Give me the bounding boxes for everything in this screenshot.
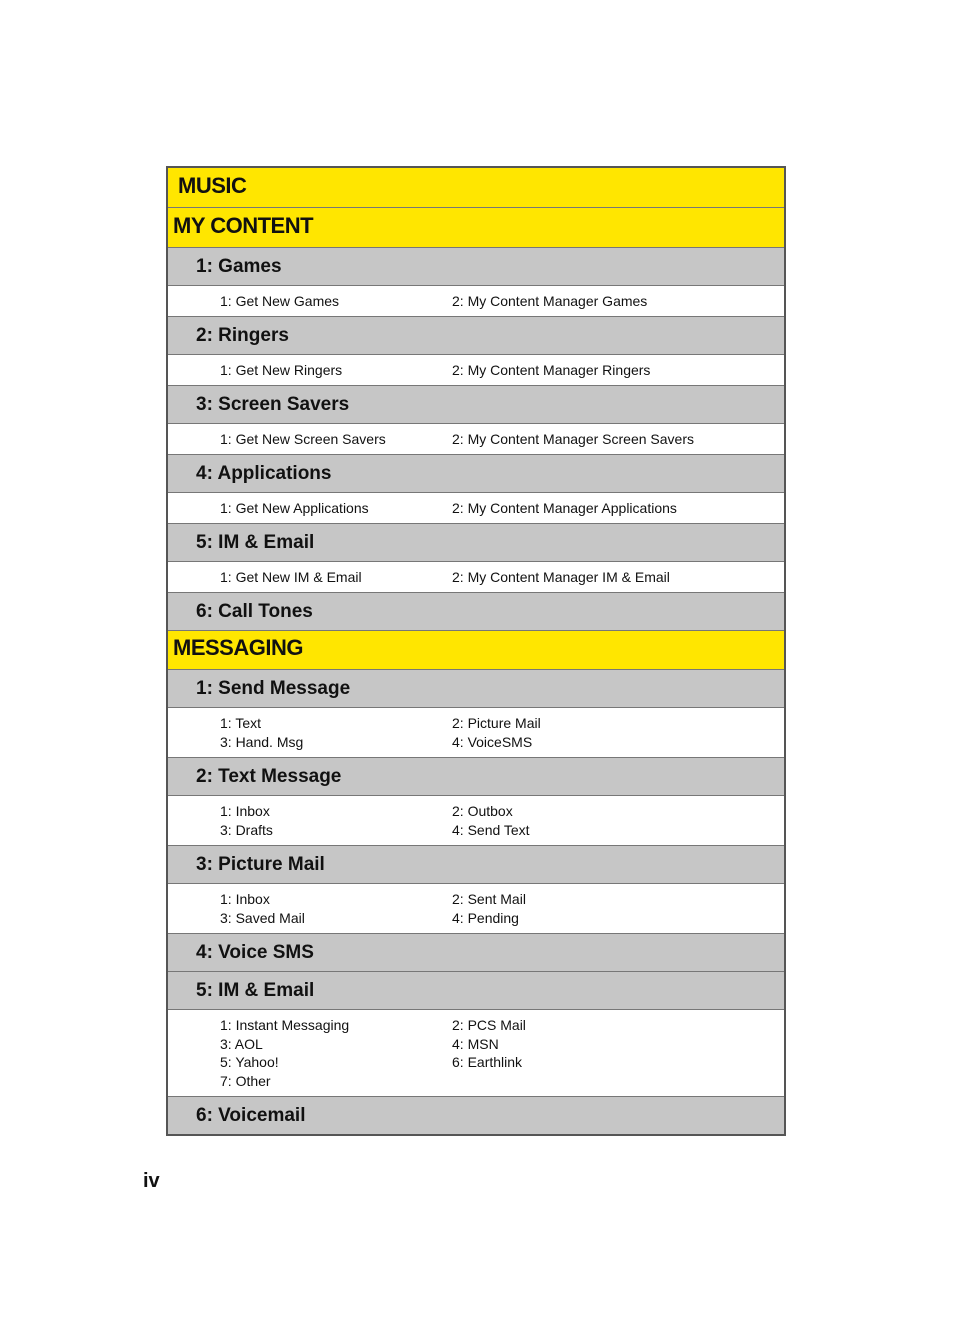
submenu-header-text-message	[168, 758, 784, 796]
submenu-header-ringers	[168, 317, 784, 355]
submenu-items-text-message	[168, 796, 784, 846]
submenu-title: 6: Call Tones	[196, 600, 313, 622]
menu-item: 5: Yahoo!	[220, 1054, 279, 1070]
submenu-items-picture-mail	[168, 884, 784, 934]
menu-item: 2: My Content Manager Ringers	[452, 362, 651, 378]
menu-item: 3: AOL	[220, 1035, 263, 1052]
submenu-header-picture-mail	[168, 846, 784, 884]
submenu-items-ringers	[168, 355, 784, 386]
menu-item: 3: Drafts	[220, 821, 273, 838]
menu-item: 2: Sent Mail	[452, 891, 526, 907]
submenu-header-applications	[168, 455, 784, 493]
menu-item: 1: Get New Ringers	[220, 362, 343, 378]
submenu-items-screen-savers	[168, 424, 784, 455]
menu-item: 7: Other	[220, 1072, 271, 1089]
submenu-title: 6: Voicemail	[196, 1104, 306, 1126]
menu-item: 1: Get New Screen Savers	[220, 431, 386, 447]
menu-item: 4: VoiceSMS	[452, 733, 533, 750]
menu-item: 6: Earthlink	[452, 1054, 523, 1070]
submenu-title: 4: Voice SMS	[196, 941, 314, 963]
submenu-header-call-tones	[168, 593, 784, 631]
menu-item: 1: Text	[220, 715, 261, 731]
submenu-title: 5: IM & Email	[196, 531, 315, 553]
submenu-items-im-email	[168, 562, 784, 593]
menu-item: 1: Get New IM & Email	[220, 569, 362, 585]
submenu-header-im-email	[168, 524, 784, 562]
menu-item: 4: Pending	[452, 909, 519, 926]
submenu-header-send-message	[168, 670, 784, 708]
menu-item: 2: Outbox	[452, 803, 513, 819]
menu-tree-table	[166, 166, 786, 1136]
menu-item: 1: Get New Applications	[220, 500, 369, 516]
submenu-title: 2: Ringers	[196, 324, 289, 346]
submenu-title: 3: Picture Mail	[196, 853, 325, 875]
submenu-title: 5: IM & Email	[196, 979, 315, 1001]
section-title: MESSAGING	[173, 635, 303, 660]
submenu-title: 2: Text Message	[196, 765, 342, 787]
section-title: MY CONTENT	[173, 213, 314, 238]
menu-item: 3: Saved Mail	[220, 909, 305, 926]
menu-item: 1: Inbox	[220, 891, 270, 907]
submenu-header-messaging-im-email	[168, 972, 784, 1010]
page-number: iv	[143, 1170, 160, 1192]
section-header-messaging	[168, 631, 784, 670]
section-header-music	[168, 168, 784, 208]
submenu-items-messaging-im-email	[168, 1010, 784, 1097]
menu-item: 4: MSN	[452, 1035, 499, 1052]
menu-item: 2: My Content Manager Screen Savers	[452, 431, 695, 447]
section-title: MUSIC	[178, 173, 247, 198]
menu-item: 3: Hand. Msg	[220, 733, 304, 750]
menu-item: 2: Picture Mail	[452, 715, 541, 731]
submenu-header-screen-savers	[168, 386, 784, 424]
submenu-header-voice-sms	[168, 934, 784, 972]
menu-item: 2: My Content Manager Applications	[452, 500, 677, 516]
menu-item: 1: Inbox	[220, 803, 270, 819]
submenu-items-games	[168, 286, 784, 317]
menu-item: 4: Send Text	[452, 821, 530, 838]
menu-item: 2: My Content Manager IM & Email	[452, 569, 670, 585]
submenu-items-applications	[168, 493, 784, 524]
submenu-title: 3: Screen Savers	[196, 393, 350, 415]
section-header-my-content	[168, 208, 784, 248]
menu-item: 2: My Content Manager Games	[452, 293, 648, 309]
menu-item: 1: Get New Games	[220, 293, 340, 309]
menu-item: 1: Instant Messaging	[220, 1017, 350, 1033]
submenu-title: 4: Applications	[196, 462, 332, 484]
submenu-items-send-message	[168, 708, 784, 758]
menu-item: 2: PCS Mail	[452, 1017, 526, 1033]
submenu-title: 1: Games	[196, 255, 282, 277]
submenu-header-voicemail	[168, 1097, 784, 1134]
submenu-header-games	[168, 248, 784, 286]
submenu-title: 1: Send Message	[196, 677, 351, 699]
